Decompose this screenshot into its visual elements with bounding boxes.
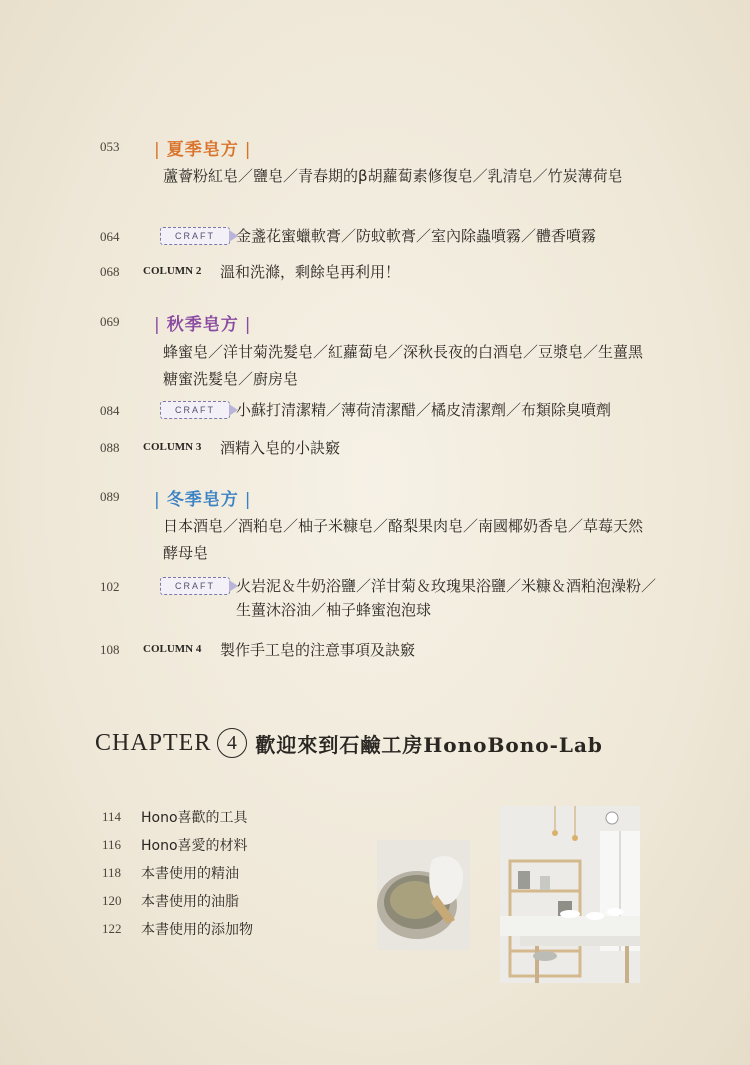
summer-column-page: 068 (100, 264, 120, 279)
winter-column-page: 108 (100, 642, 120, 657)
summer-craft-page: 064 (100, 229, 120, 244)
autumn-recipes: 蜂蜜皂／洋甘菊洗髮皂／紅蘿蔔皂／深秋長夜的白酒皂／豆漿皂／生薑黑糖蜜洗髮皂／廚房皂 (163, 343, 644, 388)
column-label: COLUMN 2 (143, 265, 202, 277)
autumn-heading (148, 310, 257, 335)
bar-right: | (244, 315, 252, 335)
summer-page-number: 053 (100, 139, 120, 154)
winter-craft-page: 102 (100, 579, 120, 594)
bar-right: | (244, 490, 252, 510)
autumn-title: 秋季皂方 (166, 315, 239, 335)
toc-title: 本書使用的油脂 (141, 894, 239, 910)
winter-recipes: 日本酒皂／酒粕皂／柚子米糠皂／酪梨果肉皂／南國椰奶香皂／草莓天然酵母皂 (163, 517, 644, 562)
winter-craft-items: 火岩泥＆牛奶浴鹽／洋甘菊＆玫瑰果浴鹽／米糠＆酒粕泡澡粉／生薑沐浴油／柚子蜂蜜泡泡球 (236, 577, 657, 619)
summer-column-text: 溫和洗滌，剩餘皂再利用！ (220, 263, 401, 281)
summer-heading (148, 135, 257, 160)
winter-title: 冬季皂方 (166, 490, 239, 510)
toc-title: 本書使用的精油 (141, 866, 239, 882)
toc-title: Hono喜愛的材料 (141, 838, 248, 854)
bar-left: | (154, 140, 161, 160)
toc-page: 114 (102, 809, 122, 824)
autumn-column-text: 酒精入皂的小訣竅 (220, 439, 341, 457)
bar-left: | (154, 490, 161, 510)
summer-title: 夏季皂方 (166, 140, 239, 160)
autumn-craft-page: 084 (100, 403, 120, 418)
toc-page: 116 (102, 837, 122, 852)
column-label: COLUMN 4 (143, 643, 202, 655)
autumn-craft-items: 小蘇打清潔精／薄荷清潔醋／橘皮清潔劑／布類除臭噴劑 (236, 401, 612, 419)
toc-title: Hono喜歡的工具 (141, 810, 248, 826)
workshop-photo-image (500, 806, 640, 983)
autumn-column-page: 088 (100, 440, 120, 455)
winter-page-number: 089 (100, 489, 120, 504)
craft-tag: CRAFT (160, 227, 230, 245)
toc-page: 120 (102, 893, 122, 908)
chapter-heading (95, 728, 603, 758)
summer-recipes: 蘆薈粉紅皂／鹽皂／青春期的β胡蘿蔔素修復皂／乳清皂／竹炭薄荷皂 (163, 167, 623, 185)
chapter-title: 歡迎來到石鹼工房HonoBono-Lab (255, 732, 603, 757)
bar-right: | (244, 140, 252, 160)
craft-tag: CRAFT (160, 577, 230, 595)
chapter-number: 4 (217, 728, 247, 758)
toc-page: 118 (102, 865, 122, 880)
toc-title: 本書使用的添加物 (141, 922, 253, 938)
craft-tag: CRAFT (160, 401, 230, 419)
column-label: COLUMN 3 (143, 441, 202, 453)
chapter-word: CHAPTER (95, 729, 212, 756)
workshop-photo (500, 806, 640, 983)
winter-column-text: 製作手工皂的注意事項及訣竅 (220, 641, 416, 659)
summer-craft-items: 金盞花蜜蠟軟膏／防蚊軟膏／室內除蟲噴霧／體香噴霧 (236, 227, 597, 245)
bowl-photo-image (377, 840, 470, 950)
bowl-photo (377, 840, 470, 950)
bar-left: | (154, 315, 161, 335)
toc-page: 122 (102, 921, 122, 936)
autumn-page-number: 069 (100, 314, 120, 329)
winter-heading (148, 485, 257, 510)
